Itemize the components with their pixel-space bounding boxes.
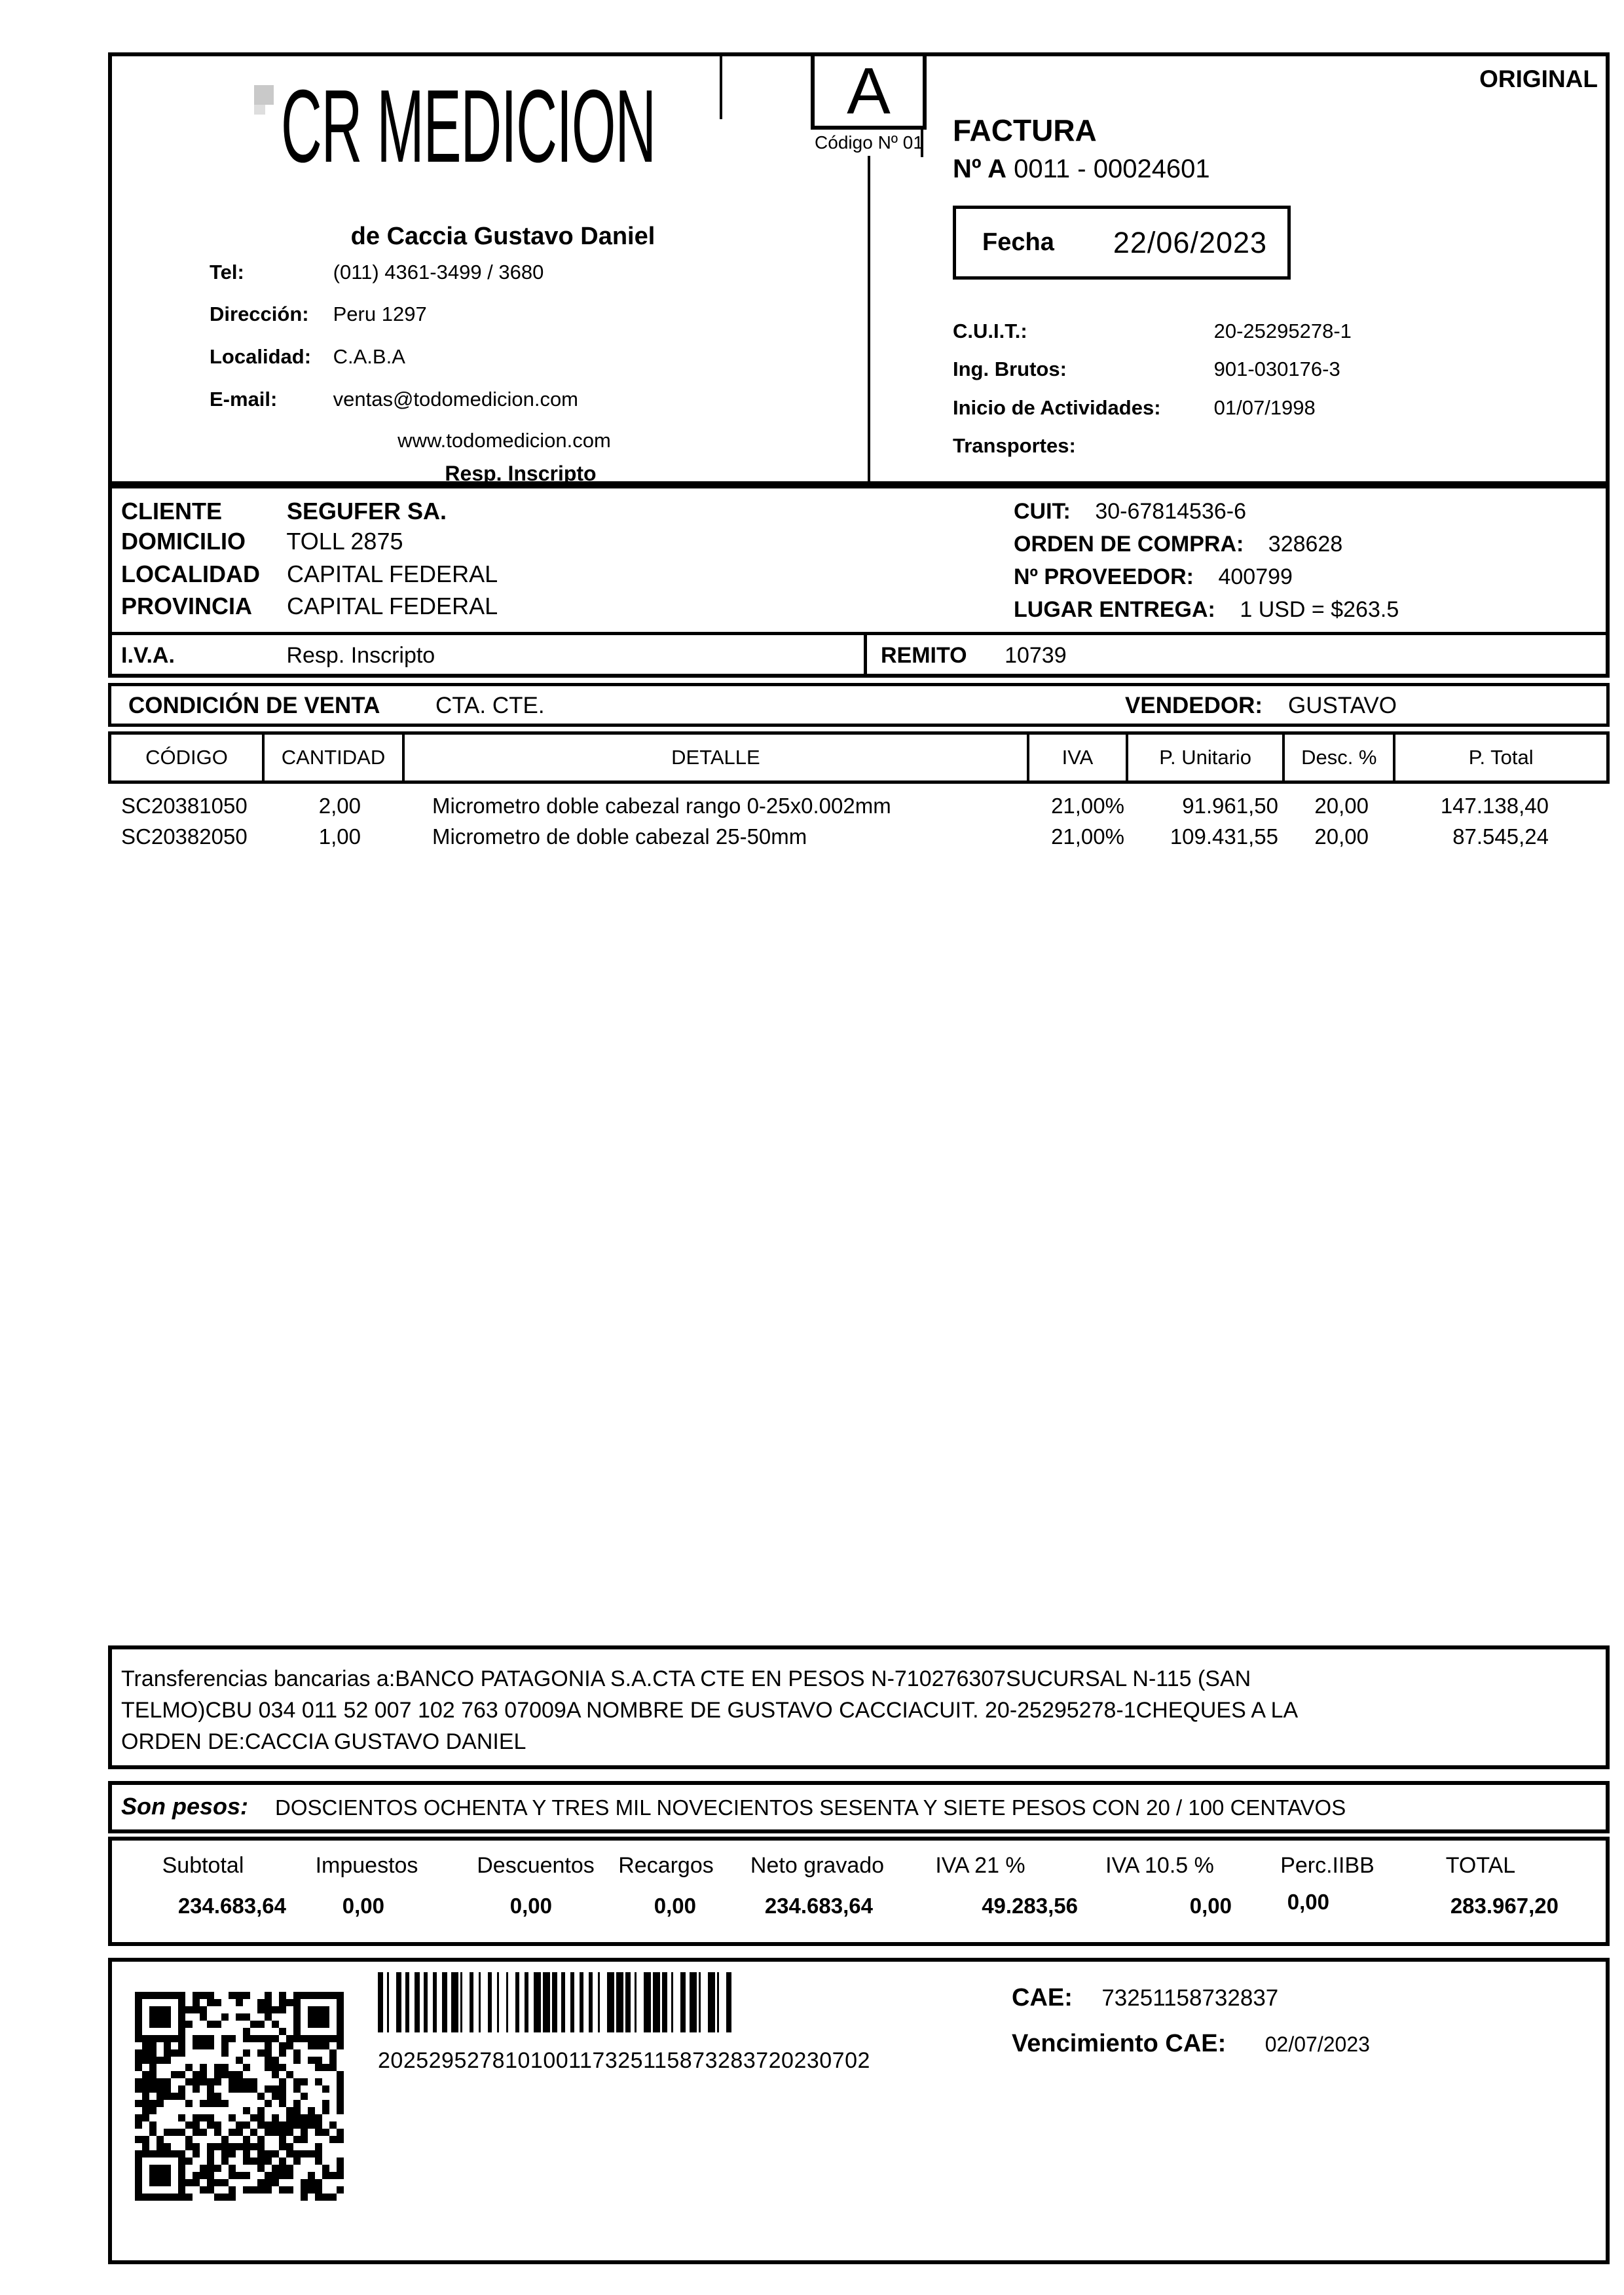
client-separator (108, 632, 1610, 635)
amount-words-text: DOSCIENTOS OCHENTA Y TRES MIL NOVECIENTOS SESENTA Y SIETE PESOS CON 20 / 100 CENTAVOS (275, 1795, 1346, 1820)
total-col-value: 49.283,56 (982, 1894, 1078, 1918)
client-oc-label: ORDEN DE COMPRA: (1014, 532, 1244, 557)
total-col-value: 0,00 (342, 1894, 384, 1918)
total-col-value: 0,00 (509, 1894, 552, 1918)
item-punitario: 91.961,50 (1182, 794, 1278, 818)
city-label: Localidad: (210, 345, 312, 368)
item-iva: 21,00% (1051, 824, 1124, 849)
total-col-value: 0,00 (1287, 1890, 1329, 1914)
table-row (108, 824, 1610, 849)
vendedor-label: VENDEDOR: (1125, 693, 1263, 718)
item-iva: 21,00% (1051, 794, 1124, 818)
col-header-codigo: CÓDIGO (111, 735, 265, 780)
total-col-value: 0,00 (1189, 1894, 1232, 1918)
total-grand-value: 283.967,20 (1450, 1894, 1559, 1918)
iva-condition: Resp. Inscripto (286, 643, 435, 668)
inicio-label: Inicio de Actividades: (953, 396, 1161, 419)
remito-row (881, 643, 1067, 669)
inicio-value: 01/07/1998 (1213, 396, 1316, 419)
invoice-number-line (953, 155, 1210, 184)
afip-qr-code (135, 1992, 344, 2201)
address-label: Dirección: (210, 303, 309, 325)
cae-venc-label: Vencimiento CAE: (1012, 2030, 1227, 2057)
client-name-row (121, 498, 447, 525)
barcode-number: 202529527810100117325115873283720230702 (378, 2048, 870, 2073)
client-provincia: CAPITAL FEDERAL (287, 593, 498, 619)
client-localidad-label: LOCALIDAD (121, 560, 260, 587)
client-cuit: 30-67814536-6 (1095, 499, 1246, 524)
date-value: 22/06/2023 (1113, 225, 1268, 259)
item-ptotal: 147.138,40 (1440, 794, 1549, 818)
invoice-letter-box (811, 52, 927, 130)
col-header-desc: Desc. % (1285, 735, 1395, 780)
inicio-row (953, 396, 1316, 420)
bank-transfer-line: TELMO)CBU 034 011 52 007 102 763 07009A NOMBRE DE GUSTAVO CACCIACUIT. 20-25295278-1CHEQUES A LA (121, 1698, 1299, 1723)
email-value: ventas@todomedicion.com (333, 388, 579, 411)
remito-number: 10739 (1005, 643, 1067, 668)
address-value: Peru 1297 (333, 303, 427, 325)
col-header-cantidad: CANTIDAD (265, 735, 405, 780)
cuit-label: C.U.I.T.: (953, 320, 1027, 342)
contact-city-row (210, 345, 405, 369)
tel-value: (011) 4361-3499 / 3680 (333, 261, 544, 284)
invoice-number: 0011 - 00024601 (1014, 155, 1210, 183)
contact-tel-row (210, 261, 544, 284)
table-row (108, 794, 1610, 818)
total-col-label: IVA 21 % (935, 1853, 1025, 1878)
total-col-value: 234.683,64 (177, 1894, 286, 1918)
invoice-letter-code: Código Nº 01 (815, 132, 923, 153)
client-cuit-label: CUIT: (1014, 499, 1071, 524)
cae-venc-value: 02/07/2023 (1264, 2032, 1370, 2056)
total-col-label: Recargos (618, 1853, 714, 1878)
client-domicilio: TOLL 2875 (286, 528, 403, 555)
vendedor-value: GUSTAVO (1288, 693, 1397, 718)
client-name: SEGUFER SA. (287, 498, 447, 524)
client-cuit-row (1014, 499, 1246, 524)
client-proveedor-row (1014, 564, 1293, 590)
iibb-row (953, 358, 1340, 381)
client-entrega-row (1014, 597, 1399, 623)
iibb-value: 901-030176-3 (1213, 358, 1340, 380)
client-localidad-row (121, 560, 498, 588)
header-center-divider (868, 156, 870, 485)
col-header-punitario: P. Unitario (1128, 735, 1285, 780)
client-entrega-label: LUGAR ENTREGA: (1014, 597, 1215, 622)
cae-value: 73251158732837 (1101, 1985, 1279, 2011)
col-header-ptotal: P. Total (1468, 746, 1534, 769)
client-domicilio-label: DOMICILIO (121, 528, 246, 555)
iibb-label: Ing. Brutos: (953, 358, 1067, 380)
cuit-value: 20-25295278-1 (1213, 320, 1352, 342)
col-header-detalle: DETALLE (405, 735, 1029, 780)
company-tax-status: Resp. Inscripto (445, 462, 597, 485)
iva-row (121, 643, 435, 669)
cae-label: CAE: (1012, 1984, 1073, 2011)
total-col-label: Descuentos (477, 1853, 595, 1878)
sale-condition-value: CTA. CTE. (435, 693, 545, 718)
client-provincia-row (121, 593, 498, 620)
item-codigo: SC20381050 (121, 794, 248, 818)
contact-address-row (210, 303, 427, 326)
transportes-row (953, 434, 1208, 458)
total-col-label: Neto gravado (750, 1853, 885, 1878)
invoice-letter: A (847, 54, 891, 128)
print-artifact (254, 85, 274, 105)
cuit-row (953, 320, 1352, 343)
invoice-number-label: Nº A (953, 155, 1007, 183)
item-cantidad: 2,00 (318, 794, 361, 818)
client-oc-row (1014, 532, 1342, 557)
company-website: www.todomedicion.com (397, 429, 611, 452)
items-table-header (108, 731, 1610, 784)
company-logo: CR MEDICION (280, 69, 656, 184)
item-detalle: Micrometro de doble cabezal 25-50mm (432, 824, 807, 849)
client-name-label: CLIENTE (121, 498, 223, 524)
date-box (953, 206, 1291, 280)
date-label: Fecha (982, 229, 1054, 256)
header-left-stub (720, 52, 722, 119)
cae-venc-row (1012, 2030, 1370, 2058)
iva-remito-divider (864, 632, 867, 678)
total-col-value: 0,00 (654, 1894, 696, 1918)
client-oc: 328628 (1268, 532, 1343, 557)
bank-transfer-line: Transferencias bancarias a:BANCO PATAGONIA S.A.CTA CTE EN PESOS N-710276307SUCURSAL N-115 (SAN (121, 1666, 1251, 1691)
email-label: E-mail: (210, 388, 278, 411)
item-desc: 20,00 (1314, 794, 1369, 818)
total-col-label: Impuestos (315, 1853, 418, 1878)
invoice-barcode (378, 1972, 735, 2032)
total-col-label: IVA 10.5 % (1105, 1853, 1214, 1878)
item-ptotal: 87.545,24 (1452, 824, 1549, 849)
total-col-value: 234.683,64 (764, 1894, 873, 1918)
item-punitario: 109.431,55 (1170, 824, 1278, 849)
client-proveedor: 400799 (1218, 564, 1293, 589)
client-localidad: CAPITAL FEDERAL (287, 560, 498, 587)
bank-transfer-line: ORDEN DE:CACCIA GUSTAVO DANIEL (121, 1729, 526, 1754)
client-entrega: 1 USD = $263.5 (1240, 597, 1399, 622)
item-codigo: SC20382050 (121, 824, 248, 849)
total-col-label: TOTAL (1445, 1853, 1516, 1878)
remito-label: REMITO (881, 643, 967, 668)
tel-label: Tel: (210, 261, 244, 284)
item-desc: 20,00 (1314, 824, 1369, 849)
sale-condition-label: CONDICIÓN DE VENTA (128, 693, 380, 718)
transportes-label: Transportes: (953, 434, 1076, 457)
iva-condition-label: I.V.A. (121, 643, 175, 668)
col-header-iva: IVA (1029, 735, 1128, 780)
client-proveedor-label: Nº PROVEEDOR: (1014, 564, 1194, 589)
contact-email-row (210, 388, 578, 411)
bank-transfer-text (121, 1663, 1298, 1757)
total-col-label: Subtotal (162, 1853, 244, 1878)
copy-type-label: ORIGINAL (1479, 65, 1598, 92)
item-cantidad: 1,00 (318, 824, 361, 849)
item-detalle: Micrometro doble cabezal rango 0-25x0.002mm (432, 794, 891, 818)
company-owner: de Caccia Gustavo Daniel (350, 223, 655, 250)
total-col-label: Perc.IIBB (1280, 1853, 1375, 1878)
client-provincia-label: PROVINCIA (121, 593, 253, 619)
cae-row (1012, 1984, 1278, 2012)
print-artifact-2 (254, 105, 265, 115)
city-value: C.A.B.A (333, 345, 405, 368)
amount-words-label: Son pesos: (121, 1793, 249, 1820)
client-domicilio-row (121, 528, 403, 555)
document-type: FACTURA (953, 113, 1097, 147)
